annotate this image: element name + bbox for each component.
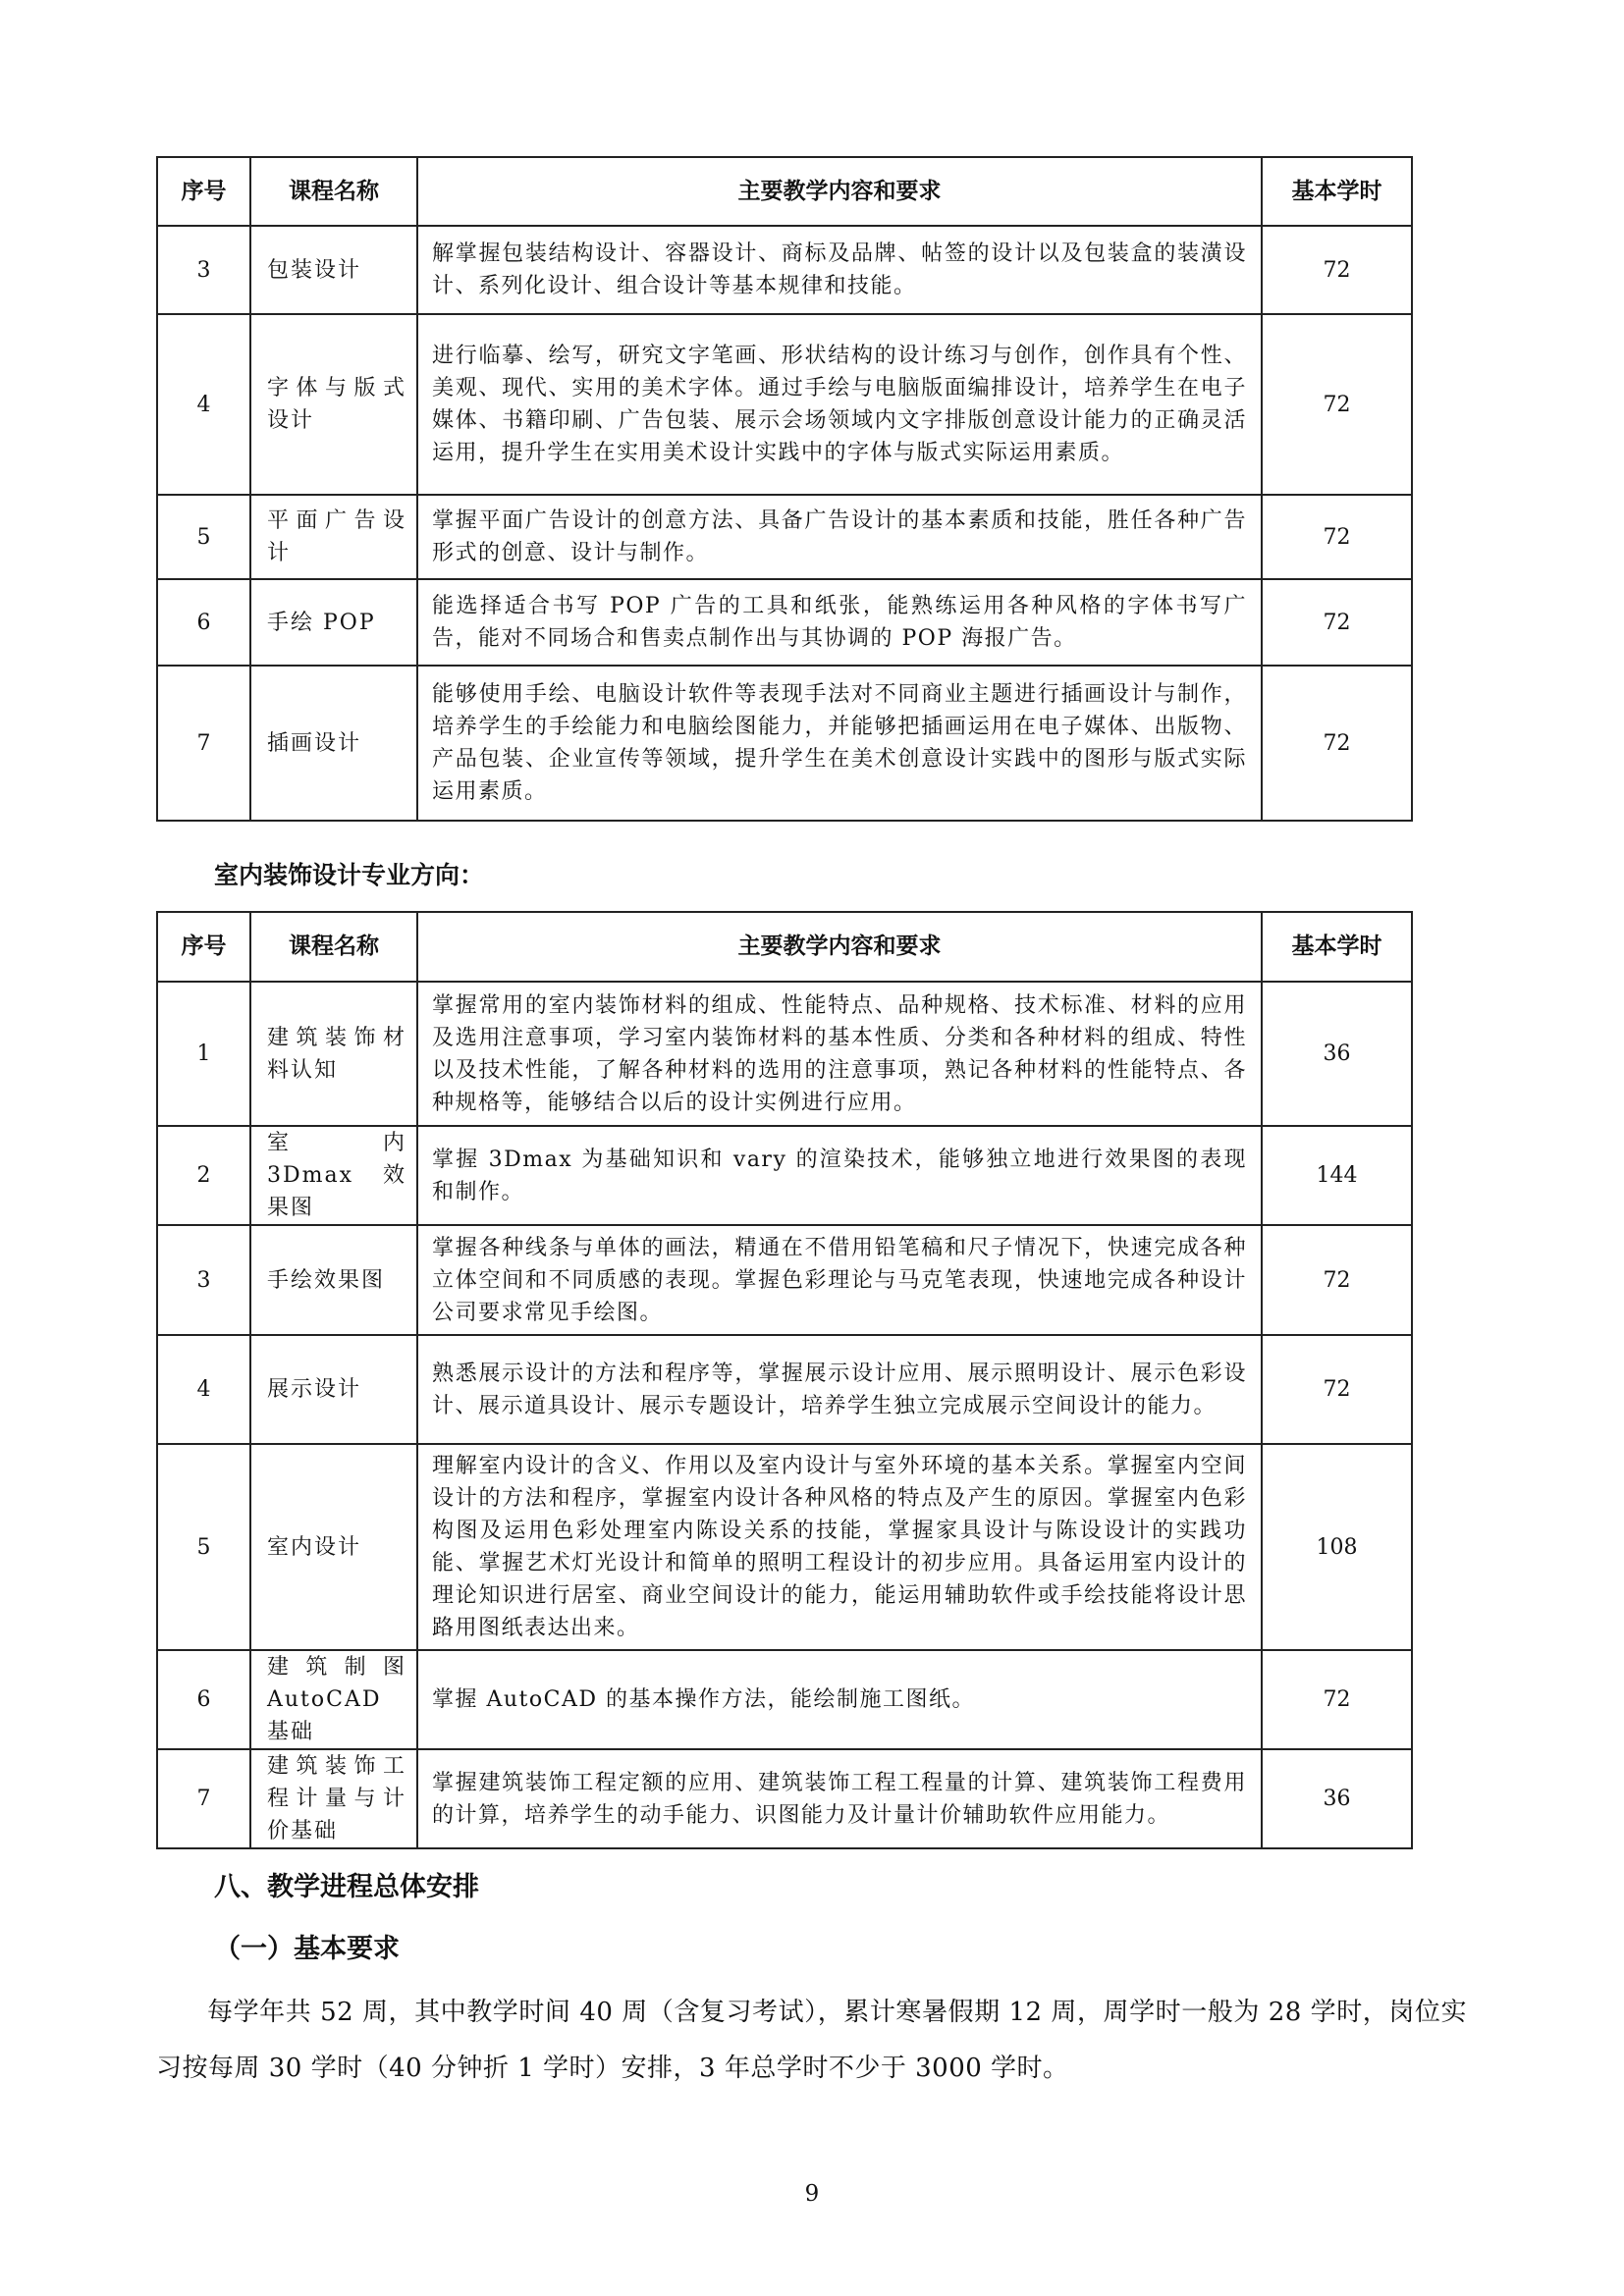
cell-no: 7 bbox=[157, 1749, 250, 1848]
cell-course-name: 手绘 POP bbox=[250, 579, 417, 666]
cell-course-name: 平面广告设计 bbox=[250, 495, 417, 579]
course-table-interior-design bbox=[156, 911, 1413, 1849]
cell-no: 7 bbox=[157, 666, 250, 821]
header-no: 序号 bbox=[157, 912, 250, 982]
section-title: 八、教学进程总体安排 bbox=[214, 1872, 479, 1902]
cell-course-name: 室内 3Dmax 效果图 bbox=[250, 1126, 417, 1225]
cell-hours: 144 bbox=[1262, 1126, 1412, 1225]
header-no: 序号 bbox=[157, 157, 250, 226]
cell-no: 4 bbox=[157, 314, 250, 495]
cell-course-name: 插画设计 bbox=[250, 666, 417, 821]
table-header-row bbox=[157, 157, 1412, 226]
header-content: 主要教学内容和要求 bbox=[417, 912, 1262, 982]
cell-content: 掌握 AutoCAD 的基本操作方法，能绘制施工图纸。 bbox=[417, 1650, 1262, 1749]
cell-course-name: 建筑装饰工程计量与计价基础 bbox=[250, 1749, 417, 1848]
cell-hours: 72 bbox=[1262, 1335, 1412, 1444]
table-row bbox=[157, 579, 1412, 666]
cell-no: 6 bbox=[157, 1650, 250, 1749]
cell-content: 掌握各种线条与单体的画法，精通在不借用铅笔稿和尺子情况下，快速完成各种立体空间和不同质感的表现。掌握色彩理论与马克笔表现，快速地完成各种设计公司要求常见手绘图。 bbox=[417, 1225, 1262, 1335]
cell-no: 6 bbox=[157, 579, 250, 666]
cell-course-name: 包装设计 bbox=[250, 226, 417, 314]
cell-no: 1 bbox=[157, 982, 250, 1126]
cell-hours: 36 bbox=[1262, 1749, 1412, 1848]
cell-content: 掌握常用的室内装饰材料的组成、性能特点、品种规格、技术标准、材料的应用及选用注意事项，学习室内装饰材料的基本性质、分类和各种材料的组成、特性以及技术性能，了解各种材料的选用的注意事项，熟记各种材料的性能特点、各种规格等，能够结合以后的设计实例进行应用。 bbox=[417, 982, 1262, 1126]
table-row bbox=[157, 666, 1412, 821]
table-row bbox=[157, 226, 1412, 314]
table-row bbox=[157, 1749, 1412, 1848]
table-row bbox=[157, 1444, 1412, 1650]
table-row bbox=[157, 982, 1412, 1126]
cell-no: 3 bbox=[157, 1225, 250, 1335]
header-hours: 基本学时 bbox=[1262, 912, 1412, 982]
cell-content: 进行临摹、绘写，研究文字笔画、形状结构的设计练习与创作，创作具有个性、美观、现代、实用的美术字体。通过手绘与电脑版面编排设计，培养学生在电子媒体、书籍印刷、广告包装、展示会场领域内文字排版创意设计能力的正确灵活运用，提升学生在实用美术设计实践中的字体与版式实际运用素质。 bbox=[417, 314, 1262, 495]
cell-hours: 72 bbox=[1262, 1650, 1412, 1749]
subsection-title: 室内装饰设计专业方向： bbox=[214, 861, 485, 889]
cell-content: 掌握 3Dmax 为基础知识和 vary 的渲染技术，能够独立地进行效果图的表现和制作。 bbox=[417, 1126, 1262, 1225]
cell-hours: 72 bbox=[1262, 666, 1412, 821]
table-row bbox=[157, 495, 1412, 579]
cell-hours: 72 bbox=[1262, 314, 1412, 495]
page-number: 9 bbox=[804, 2181, 820, 2207]
cell-hours: 108 bbox=[1262, 1444, 1412, 1650]
table-row bbox=[157, 1650, 1412, 1749]
cell-course-name: 建筑装饰材料认知 bbox=[250, 982, 417, 1126]
cell-content: 能选择适合书写 POP 广告的工具和纸张，能熟练运用各种风格的字体书写广告，能对不同场合和售卖点制作出与其协调的 POP 海报广告。 bbox=[417, 579, 1262, 666]
cell-no: 5 bbox=[157, 1444, 250, 1650]
cell-content: 掌握平面广告设计的创意方法、具备广告设计的基本素质和技能，胜任各种广告形式的创意、设计与制作。 bbox=[417, 495, 1262, 579]
cell-hours: 36 bbox=[1262, 982, 1412, 1126]
cell-no: 4 bbox=[157, 1335, 250, 1444]
cell-hours: 72 bbox=[1262, 1225, 1412, 1335]
cell-course-name: 手绘效果图 bbox=[250, 1225, 417, 1335]
cell-content: 解掌握包装结构设计、容器设计、商标及品牌、帖签的设计以及包装盒的装潢设计、系列化设计、组合设计等基本规律和技能。 bbox=[417, 226, 1262, 314]
subsection-heading: （一）基本要求 bbox=[214, 1934, 400, 1964]
cell-content: 熟悉展示设计的方法和程序等，掌握展示设计应用、展示照明设计、展示色彩设计、展示道具设计、展示专题设计，培养学生独立完成展示空间设计的能力。 bbox=[417, 1335, 1262, 1444]
header-hours: 基本学时 bbox=[1262, 157, 1412, 226]
cell-hours: 72 bbox=[1262, 579, 1412, 666]
header-course-name: 课程名称 bbox=[250, 157, 417, 226]
course-table-graphic-design bbox=[156, 156, 1413, 822]
cell-course-name: 展示设计 bbox=[250, 1335, 417, 1444]
table-row bbox=[157, 1335, 1412, 1444]
table-row bbox=[157, 314, 1412, 495]
table-header-row bbox=[157, 912, 1412, 982]
table-row bbox=[157, 1126, 1412, 1225]
cell-content: 掌握建筑装饰工程定额的应用、建筑装饰工程工程量的计算、建筑装饰工程费用的计算，培养学生的动手能力、识图能力及计量计价辅助软件应用能力。 bbox=[417, 1749, 1262, 1848]
cell-content: 理解室内设计的含义、作用以及室内设计与室外环境的基本关系。掌握室内空间设计的方法和程序，掌握室内设计各种风格的特点及产生的原因。掌握室内色彩构图及运用色彩处理室内陈设关系的技能，掌握家具设计与陈设设计的实践功能、掌握艺术灯光设计和简单的照明工程设计的初步应用。具备运用室内设计的理论知识进行居室、商业空间设计的能力，能运用辅助软件或手绘技能将设计思路用图纸表达出来。 bbox=[417, 1444, 1262, 1650]
cell-course-name: 建筑制图 AutoCAD 基础 bbox=[250, 1650, 417, 1749]
body-paragraph: 每学年共 52 周，其中教学时间 40 周（含复习考试），累计寒暑假期 12 周，周学时一般为 28 学时，岗位实习按每周 30 学时（40 分钟折 1 学时）安排，3 年总学时不少于 3000 学时。 bbox=[156, 1998, 1467, 2083]
cell-no: 3 bbox=[157, 226, 250, 314]
header-content: 主要教学内容和要求 bbox=[417, 157, 1262, 226]
cell-course-name: 室内设计 bbox=[250, 1444, 417, 1650]
cell-course-name: 字体与版式设计 bbox=[250, 314, 417, 495]
table-row bbox=[157, 1225, 1412, 1335]
header-course-name: 课程名称 bbox=[250, 912, 417, 982]
cell-hours: 72 bbox=[1262, 495, 1412, 579]
cell-hours: 72 bbox=[1262, 226, 1412, 314]
cell-no: 2 bbox=[157, 1126, 250, 1225]
cell-content: 能够使用手绘、电脑设计软件等表现手法对不同商业主题进行插画设计与制作，培养学生的手绘能力和电脑绘图能力，并能够把插画运用在电子媒体、出版物、产品包装、企业宣传等领域，提升学生在美术创意设计实践中的图形与版式实际运用素质。 bbox=[417, 666, 1262, 821]
cell-no: 5 bbox=[157, 495, 250, 579]
